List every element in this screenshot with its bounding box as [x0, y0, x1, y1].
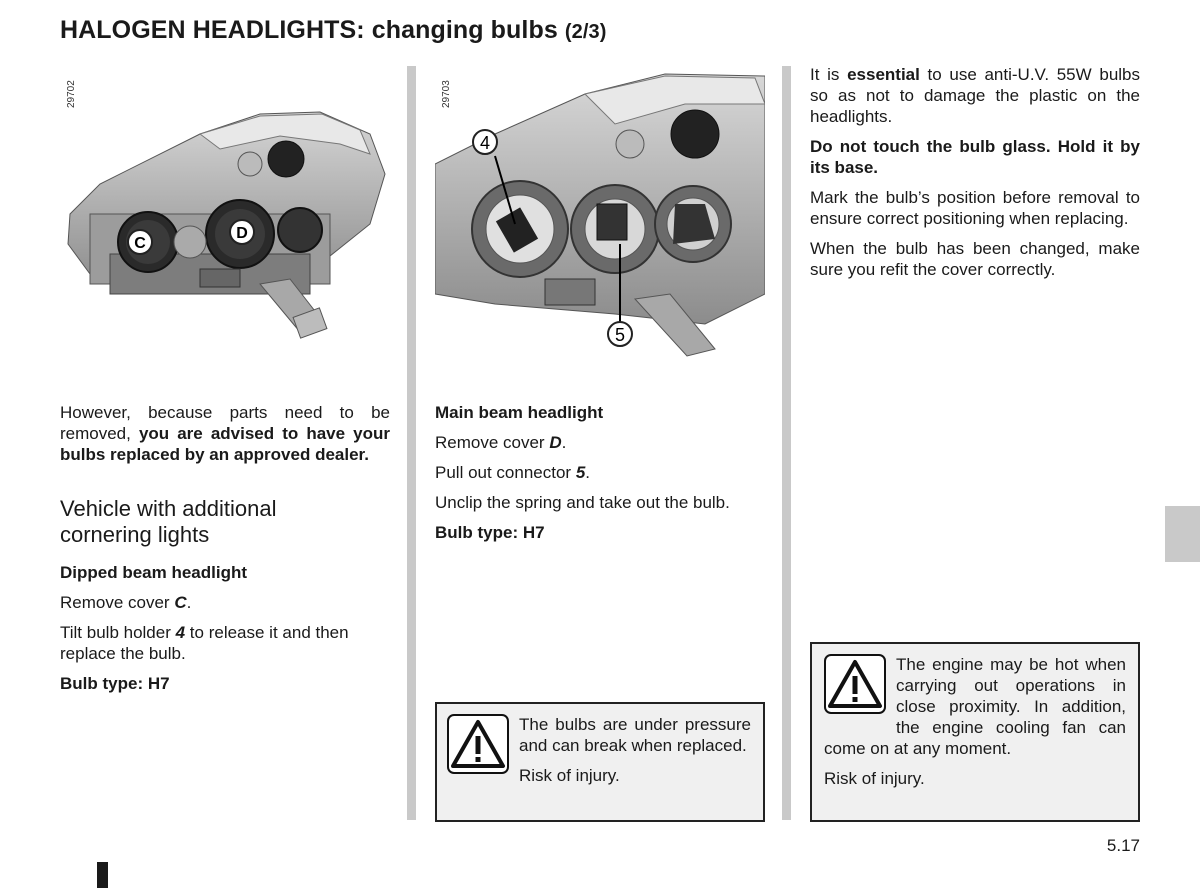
section-heading-line1: Vehicle with additional — [60, 496, 277, 521]
left-column — [60, 402, 390, 703]
step-suffix: . — [561, 433, 567, 452]
figure-code: 29703 — [441, 80, 452, 108]
step-suffix: . — [186, 593, 192, 612]
bulb-type-text: Bulb type: H7 — [435, 523, 545, 542]
warning-triangle-icon — [824, 654, 886, 714]
section-heading-line2: cornering lights — [60, 522, 210, 547]
paragraph-text: It is — [810, 65, 848, 84]
warning-text: The bulbs are under pressure and can break when replaced. — [519, 715, 751, 755]
intro-text: However, because parts need to be removed, — [60, 403, 390, 443]
step-tilt-bulb-holder — [60, 622, 390, 664]
subheading-text: Dipped beam headlight — [60, 563, 248, 582]
page-number: 5.17 — [1106, 836, 1140, 855]
subheading-dipped-beam — [60, 562, 390, 583]
bulb-type-text: Bulb type: H7 — [60, 674, 170, 693]
bulb-type-dipped — [60, 673, 390, 694]
column-divider-right — [782, 66, 791, 820]
page-title — [60, 16, 607, 45]
step-text: Pull out connector — [435, 463, 576, 482]
warning-box-engine — [810, 642, 1140, 822]
figure-label-4: 4 — [479, 133, 491, 153]
middle-column — [435, 402, 770, 552]
figure-label-c: C — [134, 235, 146, 252]
warning-risk: Risk of injury. — [519, 766, 620, 785]
step-text: Remove cover — [60, 593, 175, 612]
step-text: Remove cover — [435, 433, 550, 452]
headlight-figure-left — [60, 64, 390, 354]
paragraph-text: to use anti-U.V. 55W bulbs so as not to damage the plastic on the headlights. — [810, 65, 1141, 126]
intro-paragraph — [60, 402, 390, 465]
paragraph-bold: essential — [847, 65, 920, 84]
section-heading — [60, 496, 390, 548]
figure-label-5: 5 — [614, 325, 626, 345]
headlight-rear-illustration — [60, 64, 390, 354]
crop-mark — [97, 862, 108, 888]
bulb-type-main — [435, 522, 770, 543]
step-ref: D — [549, 433, 562, 452]
step-text: Tilt bulb holder — [60, 623, 176, 642]
subheading-main-beam — [435, 402, 770, 423]
subheading-text: Main beam headlight — [435, 403, 604, 422]
title-text: HALOGEN HEADLIGHTS: changing bulbs — [60, 16, 558, 44]
warning-triangle-icon — [447, 714, 509, 774]
figure-code: 29702 — [66, 80, 77, 108]
paragraph-refit-cover: When the bulb has been changed, make sure you refit the cover correctly. — [810, 239, 1140, 279]
intro-bold-text: you are advised to have your bulbs replaced by an approved dealer. — [60, 424, 390, 464]
step-ref: C — [174, 593, 187, 612]
warning-risk: Risk of injury. — [824, 769, 925, 788]
step-remove-cover-c — [60, 592, 390, 613]
step-unclip-spring: Unclip the spring and take out the bulb. — [435, 493, 730, 512]
chapter-tab — [1165, 506, 1200, 562]
column-divider-left — [407, 66, 416, 820]
headlight-figure-middle — [435, 64, 765, 364]
figure-label-d: D — [236, 225, 248, 242]
warning-text: The engine may be hot when carrying out operations in close proximity. In addition, the engine cooling fan can come on at any moment. — [824, 655, 1126, 758]
headlight-rear-closeup-illustration — [435, 64, 765, 364]
step-suffix: to release it and then replace the bulb. — [60, 623, 349, 663]
step-ref: 4 — [175, 623, 186, 642]
paragraph-anti-uv — [810, 64, 1140, 127]
warning-box-bulbs — [435, 702, 765, 822]
paragraph-do-not-touch — [810, 136, 1140, 178]
step-remove-cover-d — [435, 432, 770, 453]
step-ref: 5 — [575, 463, 586, 482]
step-pull-connector — [435, 462, 770, 483]
title-fraction: (2/3) — [564, 21, 607, 43]
right-column — [810, 64, 1140, 289]
step-suffix: . — [585, 463, 591, 482]
paragraph-bold: Do not touch the bulb glass. Hold it by its base. — [810, 137, 1140, 177]
paragraph-mark-position: Mark the bulb’s position before removal to ensure correct positioning when replacing. — [810, 188, 1140, 228]
